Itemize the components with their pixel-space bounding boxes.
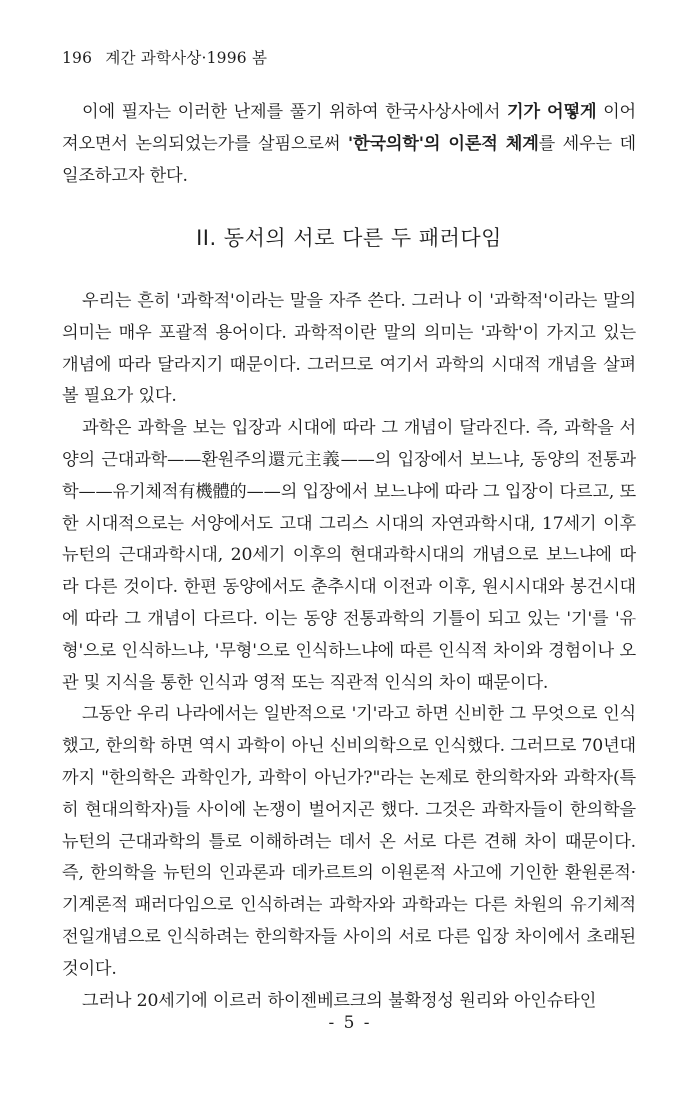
running-header — [62, 46, 275, 68]
paragraph-2: 과학은 과학을 보는 입장과 시대에 따라 그 개념이 달라진다. 즉, 과학을 서양의 근대과학——환원주의還元主義——의 입장에서 보느냐, 동양의 전통과학——유기체적有機體的——의 입장에서 보느냐에 따라 그 입장이 다르고, 또한 시대적으로는 서양에서도 고대 그리스 시대의 자연과학시대, 17세기 이후 뉴턴의 근대과학시대, 20세기 이후의 현대과학시대의 개념으로 보느냐에 따라 다른 것이다. 한편 동양에서도 춘추시대 이전과 이후, 원시시대와 봉건시대에 따라 그 개념이 다르다. 이는 동양 전통과학의 기틀이 되고 있는 '기'를 '유형'으로 인식하느냐, '무형'으로 인식하느냐에 따른 인식적 차이와 경험이나 오관 및 지식을 통한 인식과 영적 또는 직관적 인식의 차이 때문이다. — [62, 418, 636, 693]
intro-section — [62, 97, 636, 192]
intro-text-3: 를 세우는 데 일조하고자 한다. — [62, 133, 636, 186]
paragraph-1: 우리는 흔히 '과학적'이라는 말을 자주 쓴다. 그러나 이 '과학적'이라는 말의 의미는 매우 포괄적 용어이다. 과학적이란 말의 의미는 '과학'이 가지고 있는 개념에 따라 달라지기 때문이다. 그러므로 여기서 과학의 시대적 개념을 살펴볼 필요가 있다. — [62, 291, 636, 407]
journal-title: 계간 과학사상·1996 봄 — [105, 49, 268, 67]
intro-bold-2: '한국의학'의 이론적 체계 — [347, 133, 539, 154]
paragraph-4: 그러나 20세기에 이르러 하이젠베르크의 불확정성 원리와 아인슈타인 — [82, 990, 597, 1011]
intro-bold-1: 기가 어떻게 — [506, 102, 597, 122]
footer-page-number: - 5 - — [328, 1013, 372, 1033]
paragraph-3: 그동안 우리 나라에서는 일반적으로 '기'라고 하면 신비한 그 무엇으로 인식했고, 한의학 하면 역시 과학이 아닌 신비의학으로 인식했다. 그러므로 70년대까지 "한의학은 과학인가, 과학이 아닌가?"라는 논제로 한의학자와 과학자(특히 현대의학자)들 사이에 논쟁이 벌어지곤 했다. 그것은 과학자들이 한의학을 뉴턴의 근대과학의 틀로 이해하려는 데서 온 서로 다른 견해 차이 때문이다. 즉, 한의학을 뉴턴의 인과론과 데카르트의 이원론적 사고에 기인한 환원론적·기계론적 패러다임으로 인식하려는 과학자와 과학과는 다른 차원의 유기체적 전일개념으로 인식하려는 한의학자들 사이의 서로 다른 입장 차이에서 초래된 것이다. — [62, 704, 636, 979]
main-section — [62, 286, 636, 1017]
intro-text-1: 이에 필자는 이러한 난제를 풀기 위하여 한국사상사에서 — [82, 102, 507, 122]
intro-text-2: 이어져오면서 논의되었는가를 살핌으로써 — [62, 102, 636, 154]
header-page-number: 196 — [62, 49, 93, 67]
section-heading: II. 동서의 서로 다른 두 패러다임 — [196, 226, 502, 250]
intro-paragraph — [62, 97, 636, 192]
